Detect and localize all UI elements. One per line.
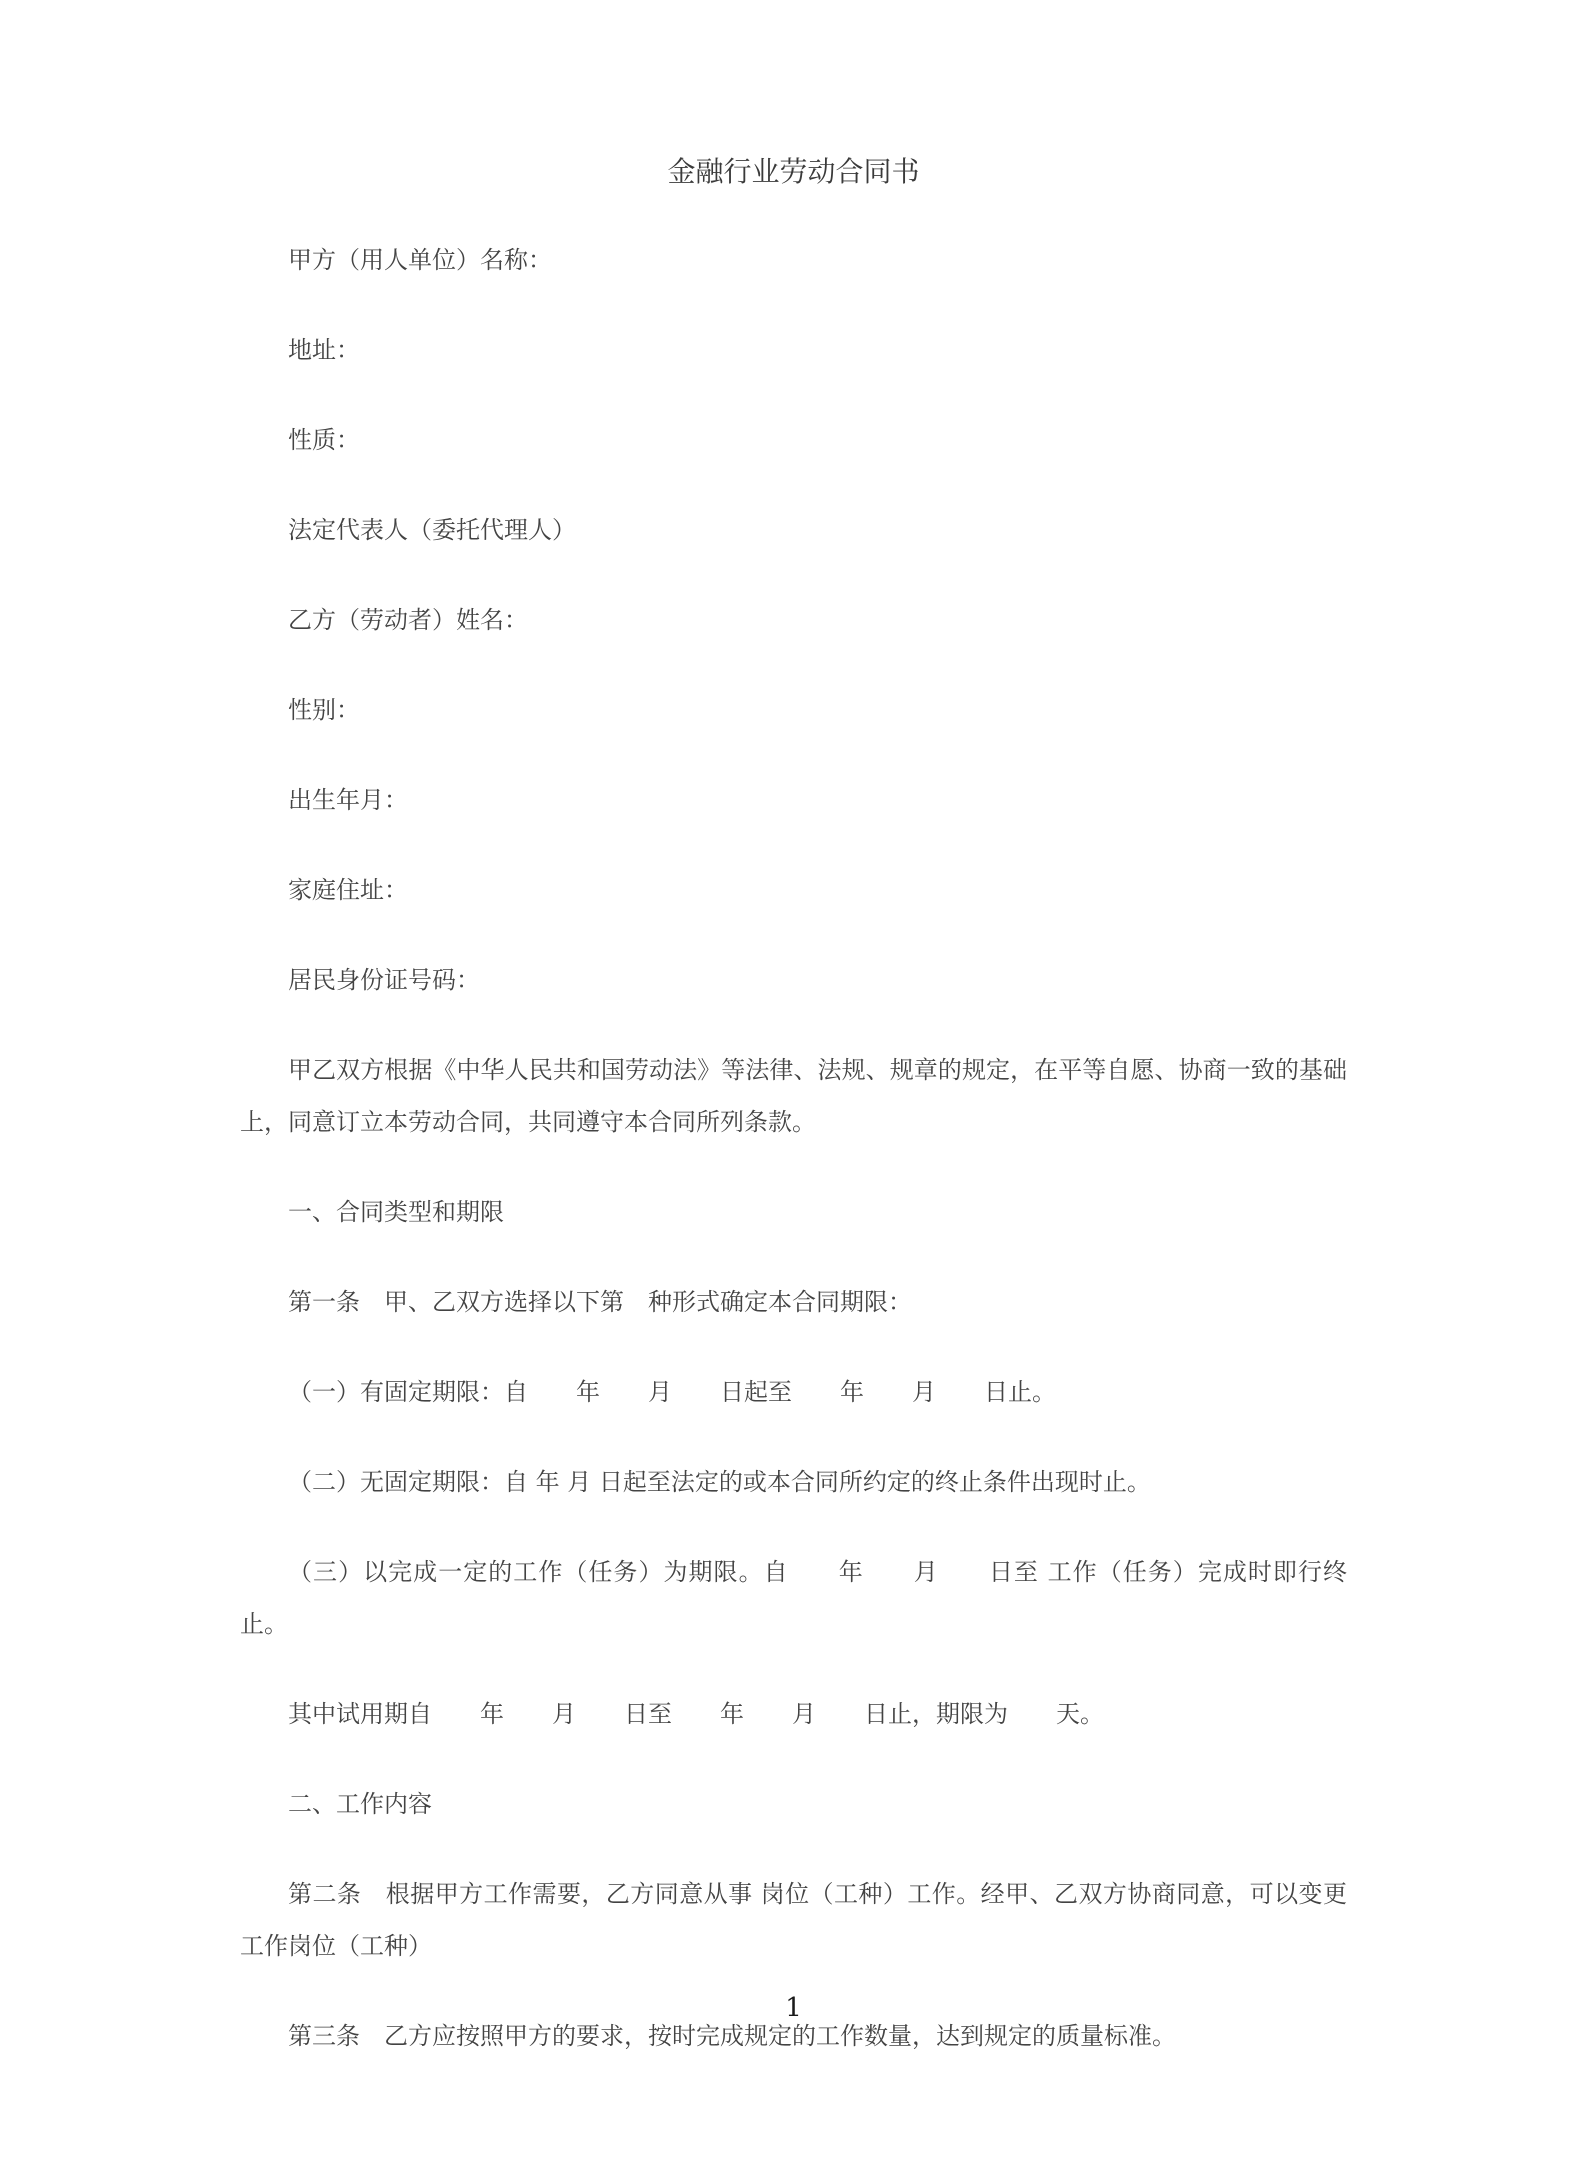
field-legal-representative: 法定代表人（委托代理人） [288,516,576,544]
field-party-b-name: 乙方（劳动者）姓名： [288,606,528,634]
document-content [240,0,1347,2100]
clause-2: 第二条 根据甲方工作需要，乙方同意从事 岗位（工种）工作。经甲、乙双方协商同意，可以变更工作岗位（工种） [240,1880,1347,1960]
field-gender: 性别： [288,696,360,724]
field-home-address: 家庭住址： [288,876,408,904]
clause-3: 第三条 乙方应按照甲方的要求，按时完成规定的工作数量，达到规定的质量标准。 [288,2022,1176,2050]
section-heading-contract-type: 一、合同类型和期限 [288,1198,504,1226]
field-nature: 性质： [288,426,360,454]
document-title: 金融行业劳动合同书 [667,155,920,188]
field-party-a-name: 甲方（用人单位）名称： [288,246,552,274]
clause-1: 第一条 甲、乙双方选择以下第 种形式确定本合同期限： [288,1288,912,1316]
field-id-number: 居民身份证号码： [288,966,480,994]
preamble-paragraph: 甲乙双方根据《中华人民共和国劳动法》等法律、法规、规章的规定，在平等自愿、协商一致的基础上，同意订立本劳动合同，共同遵守本合同所列条款。 [240,1056,1347,1136]
clause-1-item-task-term: （三）以完成一定的工作（任务）为期限。自 年 月 日至 工作（任务）完成时即行终止。 [240,1558,1347,1638]
probation-period-line: 其中试用期自 年 月 日至 年 月 日止，期限为 天。 [288,1700,1104,1728]
clause-1-item-open-term: （二）无固定期限：自 年 月 日起至法定的或本合同所约定的终止条件出现时止。 [288,1468,1151,1496]
page-number: 1 [785,1993,802,2023]
clause-1-item-fixed-term: （一）有固定期限：自 年 月 日起至 年 月 日止。 [288,1378,1056,1406]
field-birth-date: 出生年月： [288,786,408,814]
field-address: 地址： [288,336,360,364]
section-heading-work-content: 二、工作内容 [288,1790,432,1818]
